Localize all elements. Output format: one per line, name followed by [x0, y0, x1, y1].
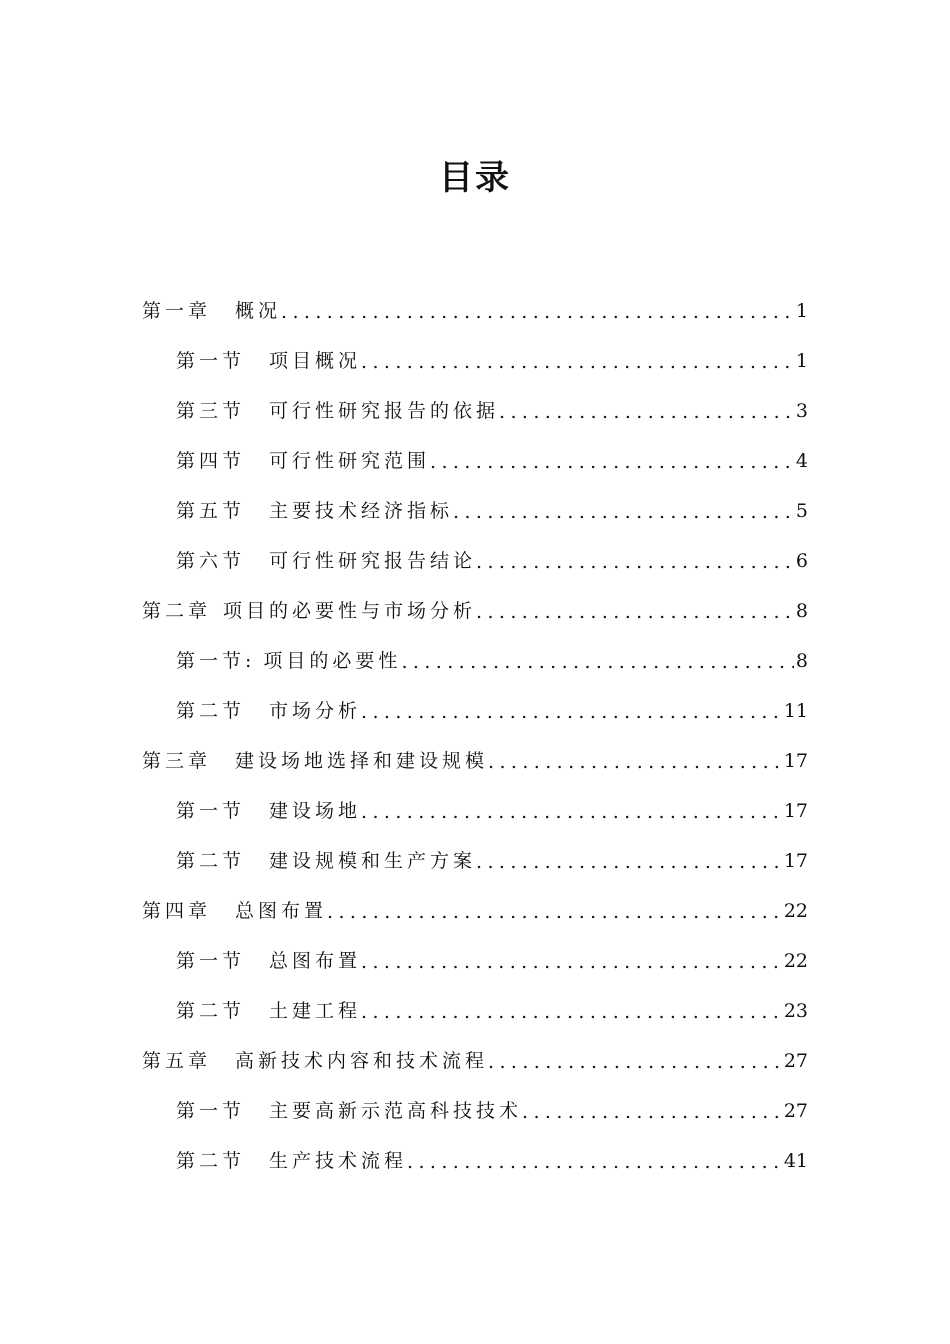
- toc-entry-number: 第三章: [142, 750, 212, 772]
- dot-leader: [476, 600, 794, 626]
- dot-leader: [499, 400, 794, 426]
- toc-section-entry[interactable]: [176, 446, 808, 476]
- toc-entry-number: 第二节: [176, 700, 246, 722]
- toc-entry-page: 17: [783, 800, 808, 822]
- dot-leader: [361, 800, 782, 826]
- toc-section-entry[interactable]: [176, 1096, 808, 1126]
- toc-section-entry[interactable]: [176, 946, 808, 976]
- dot-leader: [453, 500, 794, 526]
- dot-leader: [476, 550, 794, 576]
- toc-entry-title: 可行性研究报告结论: [269, 550, 477, 572]
- toc-entry-page: 17: [783, 850, 808, 872]
- toc-entry-page: 8: [795, 650, 808, 672]
- toc-section-entry[interactable]: [176, 696, 808, 726]
- dot-leader: [401, 650, 793, 676]
- toc-entry-title: 生产技术流程: [269, 1150, 408, 1172]
- dot-leader: [361, 700, 782, 726]
- toc-entry-page: 23: [783, 1000, 808, 1022]
- toc-entry-page: 3: [795, 400, 808, 422]
- dot-leader: [488, 1050, 782, 1076]
- toc-entry-page: 5: [795, 500, 808, 522]
- toc-entry-number: 第二章: [142, 600, 212, 622]
- toc-entry-number: 第一节: [176, 950, 246, 972]
- toc-chapter-entry[interactable]: [142, 596, 808, 626]
- toc-entry-number: 第四章: [142, 900, 212, 922]
- toc-entry-number: 第二节: [176, 1000, 246, 1022]
- toc-entry-page: 1: [795, 350, 808, 372]
- toc-chapter-entry[interactable]: [142, 896, 808, 926]
- toc-section-entry[interactable]: [176, 796, 808, 826]
- toc-entry-page: 4: [795, 450, 808, 472]
- toc-entry-page: 11: [783, 700, 808, 722]
- toc-entry-number: 第四节: [176, 450, 246, 472]
- toc-entry-page: 41: [783, 1150, 808, 1172]
- toc-section-entry[interactable]: [176, 346, 808, 376]
- toc-chapter-entry[interactable]: [142, 746, 808, 776]
- toc-entry-title: 项目的必要性: [263, 650, 402, 672]
- toc-section-entry[interactable]: [176, 496, 808, 526]
- dot-leader: [361, 350, 794, 376]
- dot-leader: [407, 1150, 782, 1176]
- toc-entry-title: 总图布置: [235, 900, 328, 922]
- page-title: 目录: [439, 158, 511, 198]
- toc-section-entry[interactable]: [176, 846, 808, 876]
- dot-leader: [522, 1100, 782, 1126]
- toc-entry-title: 主要高新示范高科技技术: [269, 1100, 523, 1122]
- toc-section-entry[interactable]: [176, 546, 808, 576]
- toc-section-entry[interactable]: [176, 996, 808, 1026]
- toc-chapter-entry[interactable]: [142, 296, 808, 326]
- toc-entry-title: 市场分析: [269, 700, 362, 722]
- toc-entry-number: 第二节: [176, 850, 246, 872]
- dot-leader: [327, 900, 782, 926]
- toc-section-entry[interactable]: [176, 396, 808, 426]
- toc-entry-title: 可行性研究报告的依据: [269, 400, 500, 422]
- dot-leader: [488, 750, 782, 776]
- toc-entry-number: 第六节: [176, 550, 246, 572]
- toc-section-entry[interactable]: [176, 1146, 808, 1176]
- toc-entry-title: 可行性研究范围: [269, 450, 431, 472]
- toc-entry-number: 第一节: [176, 350, 246, 372]
- toc-entry-separator: :: [245, 650, 252, 672]
- toc-entry-number: 第五章: [142, 1050, 212, 1072]
- toc-entry-title: 主要技术经济指标: [269, 500, 454, 522]
- toc-entry-title: 建设场地: [269, 800, 362, 822]
- dot-leader: [430, 450, 794, 476]
- dot-leader: [361, 950, 782, 976]
- toc-entry-title: 建设场地选择和建设规模: [235, 750, 489, 772]
- toc-entry-title: 总图布置: [269, 950, 362, 972]
- toc-entry-number: 第二节: [176, 1150, 246, 1172]
- toc-entry-number: 第一节: [176, 800, 246, 822]
- toc-entry-title: 高新技术内容和技术流程: [235, 1050, 489, 1072]
- toc-section-entry[interactable]: [176, 646, 808, 676]
- toc-entry-number: 第一节: [176, 650, 246, 672]
- toc-entry-page: 6: [795, 550, 808, 572]
- toc-chapter-entry[interactable]: [142, 1046, 808, 1076]
- toc-entry-page: 22: [783, 900, 808, 922]
- toc-entry-page: 17: [783, 750, 808, 772]
- toc-entry-number: 第五节: [176, 500, 246, 522]
- dot-leader: [281, 300, 794, 326]
- toc-entry-page: 27: [783, 1050, 808, 1072]
- toc-entry-number: 第一章: [142, 300, 212, 322]
- dot-leader: [361, 1000, 782, 1026]
- toc-entry-page: 27: [783, 1100, 808, 1122]
- toc-entry-number: 第一节: [176, 1100, 246, 1122]
- toc-entry-page: 8: [795, 600, 808, 622]
- toc-entry-page: 1: [795, 300, 808, 322]
- dot-leader: [476, 850, 782, 876]
- toc-entry-page: 22: [783, 950, 808, 972]
- toc-entry-title: 概况: [235, 300, 282, 322]
- toc-entry-title: 建设规模和生产方案: [269, 850, 477, 872]
- toc-entry-title: 项目概况: [269, 350, 362, 372]
- toc-entry-number: 第三节: [176, 400, 246, 422]
- toc-entry-title: 项目的必要性与市场分析: [223, 600, 477, 622]
- toc-entry-title: 土建工程: [269, 1000, 362, 1022]
